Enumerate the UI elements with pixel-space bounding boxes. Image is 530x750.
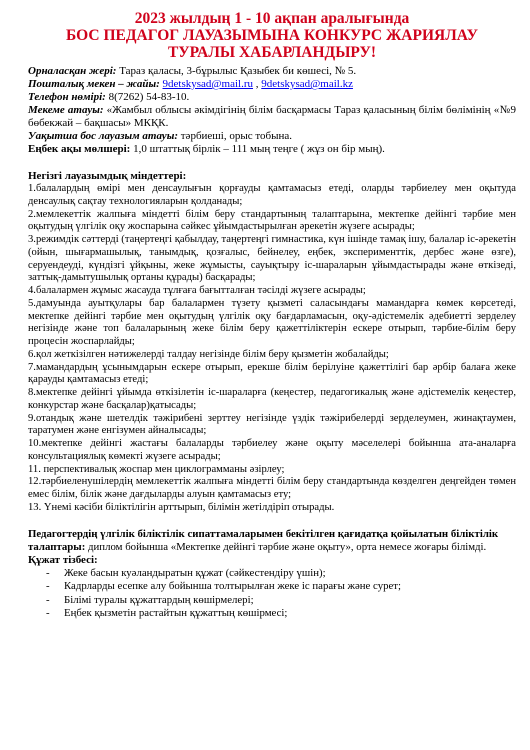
qualification-label: Педагогтердің үлгілік біліктілік сипаттамаларымен бекітілген қағидатқа қойылатын біліктілік талаптары:: [28, 527, 499, 553]
location-row: [28, 65, 516, 78]
qualification-value: диплом бойынша «Мектепке дейінгі тәрбие және оқыту», орта немесе жоғары білімді.: [85, 540, 487, 553]
qualification-text: [28, 528, 516, 554]
phone-value: 8(7262) 54-83-10.: [105, 91, 190, 103]
duty-item: 9.отандық және шетелдік тәжірибені зерттеу негізінде үздік тәжірибелерді зерделеумен, жинақтаумен, таратумен және енгізумен айналысады;: [28, 412, 516, 437]
documents-title: Құжат тізбесі:: [28, 553, 98, 566]
duty-item: 8.мектепке дейінгі ұйымда өткізілетін іс-шараларға (кеңестер, педагогикалық және әдістемелік кеңестер, конкурстар және басқалар)қатысады;: [28, 387, 516, 411]
document-item: - Білімі туралы құжаттардың көшірмелері;: [46, 594, 516, 608]
phone-row: [28, 91, 516, 104]
phone-label: Телефон нөмірі:: [28, 91, 106, 103]
vacancy-value: тәрбиеші, орыс тобына.: [178, 130, 293, 142]
email-link-2[interactable]: 9detskysad@mail.kz: [261, 78, 353, 90]
duties-list: [28, 183, 516, 515]
postal-row: [28, 78, 516, 91]
organization-value: «Жамбыл облысы әкімдігінің білім басқармасы Тараз қаласының білім бөлімінің «№9 бөбекжай – бақшасы» МКҚК.: [28, 104, 517, 129]
duty-item: 13. Үнемі кәсіби біліктілігін арттырып, білімін жетілдіріп отырады.: [28, 501, 335, 513]
salary-label: Еңбек ақы мөлшері:: [28, 143, 131, 155]
duty-item: 2.мемлекеттік жалпыға міндетті білім беру стандартының талаптарына, мектепке дейінгі тәрбие мен оқытудың үлгілік оқу жоспарына сәйкес ұйымдастырылған әрекетін жүзеге асырады;: [28, 208, 516, 233]
document-item: - Кадрларды есепке алу бойынша толтырылған жеке іс парағы және сурет;: [46, 580, 516, 594]
announcement-title: [28, 10, 516, 61]
organization-label: Мекеме атауы:: [28, 104, 104, 116]
title-line-3: ТУРАЛЫ ХАБАРЛАНДЫРУ!: [167, 44, 377, 61]
vacancy-row: [28, 130, 516, 143]
duty-item: 4.балалармен жұмыс жасауда тұлғаға бағытталған тәсілді жүзеге асырады;: [28, 285, 366, 296]
email-link-1[interactable]: 9detskysad@mail.ru: [162, 78, 254, 90]
duty-item: 3.режимдік сәттерді (таңертеңгі қабылдау, таңертеңгі гимнастика, күн ішінде тамақ ішу, балалар іс-әрекетін (ойын, шығармашылық, танымдық, қозғалыс, бейнелеу, еңбек, эксперименттік, дербес және өзге), серуендеуді, күндізгі ұйқыны, жеке жұмысты, сауықтыру іс-шараларын ұйымдастырады және өткізеді, заттық-дамытушылық ортаны құрады) басқарады;: [28, 234, 516, 284]
duty-item: 7.мамандардың ұсынымдарын ескере отырып, ерекше білім берілуіне қажеттілігі бар әрбір балаға жеке қарауды қамтамасыз етеді;: [28, 361, 516, 386]
duty-item: 1.балалардың өмірі мен денсаулығын қорғауды қамтамасыз етеді, оларды тәрбиелеу мен оқытуда денсаулық сақтау технологияларын қолданады;: [28, 183, 516, 207]
duty-item: 5.дамуында ауытқулары бар балалармен түзету қызметі саласындағы мамандарға көмек көрсетеді, мектепке дейінгі тәрбие мен оқытудың үлгілік оқу бағдарламасын, оқу-әдістемелік әдебиетті зерделеу негізінде және топ балаларының жеке білім беру қажеттіліктерін ескере отырып, тәрбие-білім беру процесін жоспарлайды;: [28, 297, 516, 347]
postal-label: Пошталық мекен – жайы:: [28, 78, 160, 90]
duty-item: 10.мектепке дейінгі жастағы балаларды тәрбиелеу және оқыту мәселелері бойынша ата-аналарға консультациялық көмекті жүзеге асырады;: [28, 438, 516, 462]
document-item: - Жеке басын куәландыратын құжат (сәйкестендіру үшін);: [46, 567, 516, 581]
title-line-2: БОС ПЕДАГОГ ЛАУАЗЫМЫНА КОНКУРС ЖАРИЯЛАУ: [66, 27, 478, 44]
duty-item: 11. перспективалық жоспар мен циклограмманы әзірлеу;: [28, 463, 285, 475]
title-line-1: 2023 жылдың 1 - 10 ақпан аралығында: [134, 10, 410, 27]
salary-value: 1,0 штаттық бірлік – 111 мың теңге ( жұз он бір мың).: [130, 143, 385, 155]
organization-row: [28, 104, 516, 130]
location-label: Орналасқан жері:: [28, 65, 117, 77]
salary-row: [28, 143, 516, 156]
location-value: Тараз қаласы, 3-бұрылыс Қазыбек би көшесі, № 5.: [116, 65, 357, 77]
duties-title: Негізгі лауазымдық міндеттері:: [28, 170, 187, 182]
documents-list: [28, 567, 516, 621]
qualification-requirements: [28, 528, 516, 554]
organization-info: [28, 65, 516, 156]
duty-item: 6.қол жеткізілген нәтижелерді талдау негізінде білім беру қызметін жобалайды;: [28, 348, 389, 360]
document-item: - Еңбек қызметін растайтын құжаттың көшірмесі;: [46, 607, 516, 621]
email-separator: ,: [253, 78, 262, 90]
duty-item: 12.тәрбиеленушілердің мемлекеттік жалпыға міндетті білім беру стандартында көзделген деңгейден төмен емес білім, білік және дағдыларды алуын қамтамасыз ету;: [28, 476, 516, 500]
vacancy-label: Уақытша бос лауазым атауы:: [28, 130, 178, 142]
